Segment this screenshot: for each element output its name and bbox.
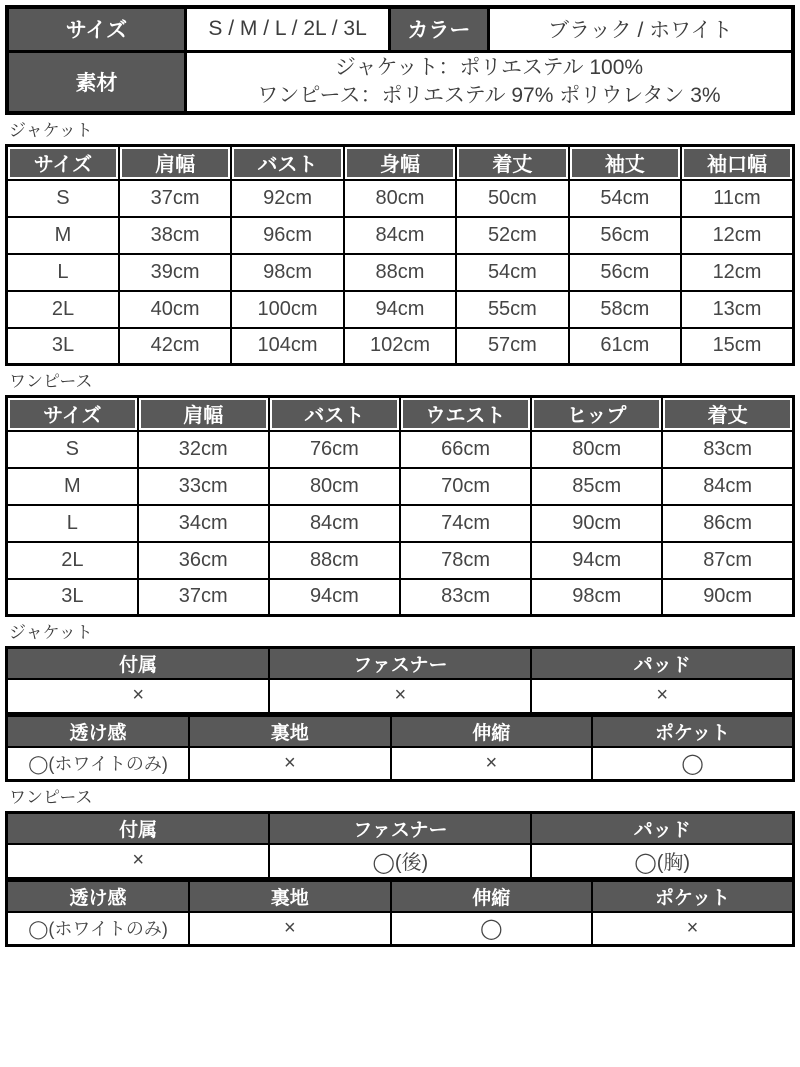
size-header: サイズ xyxy=(7,7,185,51)
table-cell: 78cm xyxy=(400,542,531,579)
column-header: ファスナー xyxy=(269,648,531,680)
jacket-size-table xyxy=(5,144,795,366)
table-cell: 58cm xyxy=(569,291,681,328)
size-row-label: 3L xyxy=(7,579,138,616)
table-cell: 38cm xyxy=(119,217,231,254)
table-cell: 32cm xyxy=(138,431,269,468)
table-row xyxy=(7,505,794,542)
table-row xyxy=(7,542,794,579)
jacket-section-label: ジャケット xyxy=(9,121,93,140)
column-header: パッド xyxy=(531,648,793,680)
table-row xyxy=(7,912,794,946)
size-row-label: L xyxy=(7,254,119,291)
feature-value: × xyxy=(391,747,592,781)
table-cell: 57cm xyxy=(456,328,568,365)
column-header: 伸縮 xyxy=(391,716,592,747)
column-header: 着丈 xyxy=(456,146,568,180)
onepiece-features-table-1 xyxy=(5,811,795,880)
table-cell: 66cm xyxy=(400,431,531,468)
table-cell: 15cm xyxy=(681,328,793,365)
table-cell: 88cm xyxy=(344,254,456,291)
table-cell: 90cm xyxy=(531,505,662,542)
feature-value: ◯(ホワイトのみ) xyxy=(7,747,190,781)
column-header: ウエスト xyxy=(400,397,531,431)
feature-value: × xyxy=(531,679,793,713)
feature-value: × xyxy=(189,747,390,781)
table-cell: 52cm xyxy=(456,217,568,254)
table-cell: 70cm xyxy=(400,468,531,505)
material-value xyxy=(185,51,793,113)
table-cell: 100cm xyxy=(231,291,343,328)
table-cell: 98cm xyxy=(231,254,343,291)
column-header: 身幅 xyxy=(344,146,456,180)
feature-value: × xyxy=(269,679,531,713)
material-line-jacket: ジャケット：ポリエステル 100% xyxy=(334,56,644,80)
table-cell: 104cm xyxy=(231,328,343,365)
onepiece-section-label: ワンピース xyxy=(9,372,93,391)
table-cell: 13cm xyxy=(681,291,793,328)
feature-value: × xyxy=(592,912,793,946)
table-cell: 12cm xyxy=(681,217,793,254)
column-header: ヒップ xyxy=(531,397,662,431)
feature-value: × xyxy=(189,912,390,946)
column-header: 伸縮 xyxy=(391,881,592,912)
table-cell: 83cm xyxy=(400,579,531,616)
column-header: 付属 xyxy=(7,813,270,845)
table-cell: 37cm xyxy=(119,180,231,217)
table-header-row xyxy=(7,397,794,431)
size-row-label: S xyxy=(7,180,119,217)
table-cell: 84cm xyxy=(662,468,793,505)
table-cell: 92cm xyxy=(231,180,343,217)
size-row-label: L xyxy=(7,505,138,542)
table-cell: 54cm xyxy=(456,254,568,291)
table-cell: 80cm xyxy=(344,180,456,217)
table-row xyxy=(7,844,794,878)
column-header: 裏地 xyxy=(189,881,390,912)
size-row-label: S xyxy=(7,431,138,468)
table-cell: 94cm xyxy=(531,542,662,579)
jacket-features-table-2 xyxy=(5,715,795,783)
column-header: 付属 xyxy=(7,648,270,680)
table-cell: 102cm xyxy=(344,328,456,365)
material-line-onepiece: ワンピース：ポリエステル 97% ポリウレタン 3% xyxy=(257,83,721,107)
table-row xyxy=(7,254,794,291)
column-header: 透け感 xyxy=(7,881,190,912)
table-row xyxy=(7,747,794,781)
feature-value: ◯(後) xyxy=(269,844,531,878)
column-header: 透け感 xyxy=(7,716,190,747)
table-header-row xyxy=(7,648,794,680)
table-cell: 98cm xyxy=(531,579,662,616)
table-cell: 80cm xyxy=(531,431,662,468)
column-header: 袖口幅 xyxy=(681,146,793,180)
product-info-table xyxy=(5,5,795,115)
feature-value: ◯(胸) xyxy=(531,844,793,878)
column-header: 裏地 xyxy=(189,716,390,747)
feature-value: × xyxy=(7,679,270,713)
table-cell: 74cm xyxy=(400,505,531,542)
table-cell: 84cm xyxy=(269,505,400,542)
table-cell: 54cm xyxy=(569,180,681,217)
table-row xyxy=(7,180,794,217)
table-cell: 33cm xyxy=(138,468,269,505)
table-row xyxy=(7,217,794,254)
jacket-features-label: ジャケット xyxy=(9,623,93,642)
table-cell: 12cm xyxy=(681,254,793,291)
color-header: カラー xyxy=(390,7,488,51)
table-cell: 94cm xyxy=(344,291,456,328)
column-header: サイズ xyxy=(7,146,119,180)
column-header: 肩幅 xyxy=(119,146,231,180)
table-cell: 80cm xyxy=(269,468,400,505)
table-cell: 11cm xyxy=(681,180,793,217)
table-cell: 37cm xyxy=(138,579,269,616)
size-row-label: M xyxy=(7,217,119,254)
table-cell: 56cm xyxy=(569,217,681,254)
table-cell: 83cm xyxy=(662,431,793,468)
column-header: ポケット xyxy=(592,716,793,747)
jacket-features-table-1 xyxy=(5,646,795,715)
table-cell: 85cm xyxy=(531,468,662,505)
size-row-label: 2L xyxy=(7,291,119,328)
column-header: 袖丈 xyxy=(569,146,681,180)
table-cell: 87cm xyxy=(662,542,793,579)
feature-value: ◯(ホワイトのみ) xyxy=(7,912,190,946)
table-cell: 76cm xyxy=(269,431,400,468)
feature-value: × xyxy=(7,844,270,878)
material-header: 素材 xyxy=(7,51,185,113)
table-cell: 96cm xyxy=(231,217,343,254)
table-cell: 42cm xyxy=(119,328,231,365)
column-header: バスト xyxy=(231,146,343,180)
column-header: ファスナー xyxy=(269,813,531,845)
size-value: S / M / L / 2L / 3L xyxy=(185,7,389,51)
table-cell: 39cm xyxy=(119,254,231,291)
table-cell: 94cm xyxy=(269,579,400,616)
onepiece-features-table-2 xyxy=(5,880,795,948)
table-cell: 88cm xyxy=(269,542,400,579)
color-value: ブラック / ホワイト xyxy=(488,7,793,51)
table-row xyxy=(7,291,794,328)
feature-value: ◯ xyxy=(592,747,793,781)
table-cell: 50cm xyxy=(456,180,568,217)
table-header-row xyxy=(7,881,794,912)
column-header: バスト xyxy=(269,397,400,431)
feature-value: ◯ xyxy=(391,912,592,946)
column-header: ポケット xyxy=(592,881,793,912)
table-row xyxy=(7,328,794,365)
table-cell: 61cm xyxy=(569,328,681,365)
table-header-row xyxy=(7,813,794,845)
table-cell: 56cm xyxy=(569,254,681,291)
table-cell: 86cm xyxy=(662,505,793,542)
column-header: パッド xyxy=(531,813,793,845)
table-cell: 34cm xyxy=(138,505,269,542)
size-row-label: M xyxy=(7,468,138,505)
size-row-label: 2L xyxy=(7,542,138,579)
onepiece-size-table xyxy=(5,395,795,617)
table-header-row xyxy=(7,716,794,747)
table-row xyxy=(7,431,794,468)
table-cell: 55cm xyxy=(456,291,568,328)
table-row xyxy=(7,679,794,713)
table-cell: 84cm xyxy=(344,217,456,254)
table-cell: 40cm xyxy=(119,291,231,328)
table-cell: 90cm xyxy=(662,579,793,616)
table-row xyxy=(7,579,794,616)
onepiece-features-label: ワンピース xyxy=(9,788,93,807)
column-header: 着丈 xyxy=(662,397,793,431)
column-header: サイズ xyxy=(7,397,138,431)
table-row xyxy=(7,468,794,505)
column-header: 肩幅 xyxy=(138,397,269,431)
size-row-label: 3L xyxy=(7,328,119,365)
table-header-row xyxy=(7,146,794,180)
table-cell: 36cm xyxy=(138,542,269,579)
